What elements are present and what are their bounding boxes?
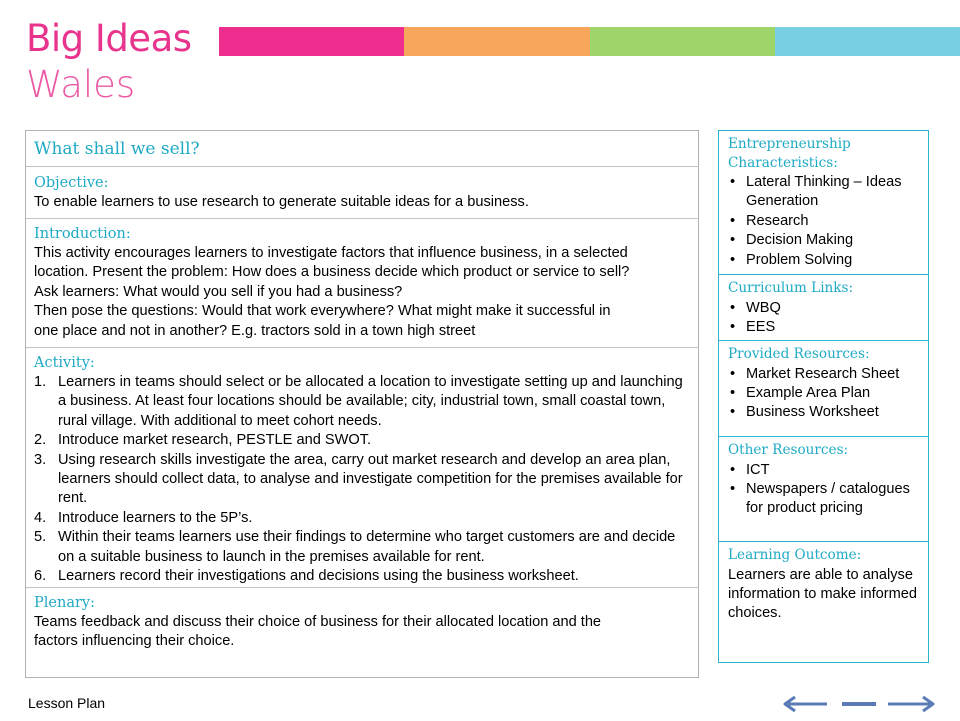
stripe-pink <box>219 27 404 56</box>
provided-resources-list <box>728 365 920 423</box>
activity-number: 4. <box>34 509 47 526</box>
curriculum-list <box>728 299 920 338</box>
introduction-line: This activity encourages learners to investigate factors that influence business, in a selected <box>34 245 628 261</box>
lesson-title: What shall we sell? <box>34 139 200 159</box>
next-button[interactable] <box>886 692 938 716</box>
activity-number: 3. <box>34 451 47 468</box>
provided-resources-section <box>719 341 928 437</box>
lesson-plan-panel <box>25 130 699 678</box>
list-item: • Research <box>728 212 920 231</box>
list-item: • Lateral Thinking – Ideas Generation <box>728 173 920 212</box>
activity-item <box>34 509 690 528</box>
entrepreneurship-subheading: Characteristics: <box>728 154 838 171</box>
list-item: • Example Area Plan <box>728 384 920 403</box>
objective-text: To enable learners to use research to generate suitable ideas for a business. <box>34 194 529 210</box>
activity-item <box>34 373 690 431</box>
list-item: • Decision Making <box>728 231 920 250</box>
plenary-line: factors influencing their choice. <box>34 633 235 650</box>
color-stripes <box>219 27 960 56</box>
activity-number: 2. <box>34 432 47 449</box>
arrow-right-icon <box>886 692 938 716</box>
curriculum-section <box>719 275 928 341</box>
introduction-line: Then pose the questions: Would that work everywhere? What might make it successful in <box>34 303 611 320</box>
introduction-line: location. Present the problem: How does a business decide which product or service to sell? <box>34 264 630 281</box>
introduction-line: one place and not in another? E.g. tractors sold in a town high street <box>34 322 476 339</box>
other-resources-list <box>728 461 920 519</box>
objective-heading: Objective: <box>34 175 109 191</box>
activity-text: Introduce learners to the 5P’s. <box>58 509 253 526</box>
introduction-section <box>26 219 698 348</box>
list-item: • EES <box>728 318 920 337</box>
list-item: • ICT <box>728 461 920 480</box>
logo-line-1: Big Ideas <box>26 17 192 60</box>
prev-button[interactable] <box>780 692 830 716</box>
learning-outcome-text: Learners are able to analyse information to make informed choices. <box>728 566 917 622</box>
plenary-section <box>26 588 698 675</box>
logo-line-2: Wales <box>26 63 136 106</box>
footer-label: Lesson Plan <box>28 695 106 711</box>
introduction-line: Ask learners: What would you sell if you had a business? <box>34 283 403 300</box>
activity-text: Introduce market research, PESTLE and SWOT. <box>58 432 372 449</box>
provided-resources-heading: Provided Resources: <box>728 346 870 362</box>
learning-outcome-section <box>719 542 928 660</box>
list-item: • WBQ <box>728 299 920 318</box>
introduction-heading: Introduction: <box>34 226 131 242</box>
other-resources-section <box>719 437 928 542</box>
dash-icon <box>840 692 878 716</box>
entrepreneurship-section <box>719 131 928 275</box>
stripe-green <box>590 27 775 56</box>
list-item: • Business Worksheet <box>728 403 920 422</box>
activity-number: 6. <box>34 568 47 585</box>
activity-section <box>26 348 698 588</box>
activity-item <box>34 528 690 567</box>
activity-list <box>34 373 690 586</box>
activity-number: 5. <box>34 529 47 546</box>
plenary-heading: Plenary: <box>34 595 95 611</box>
stripe-orange <box>404 27 589 56</box>
activity-item <box>34 451 690 509</box>
activity-text: Learners in teams should select or be allocated a location to investigate setting up and launching a business. At least four locations should be available; city, industrial town, small coastal town, rural village. With additional to meet cohort needs. <box>58 374 683 429</box>
activity-heading: Activity: <box>34 355 95 371</box>
other-resources-heading: Other Resources: <box>728 442 849 458</box>
activity-text: Within their teams learners use their findings to determine who target customers are and decide on a suitable business to launch in the premises available for rent. <box>58 529 676 565</box>
activity-text: Learners record their investigations and decisions using the business worksheet. <box>58 568 579 585</box>
learning-outcome-heading: Learning Outcome: <box>728 547 862 563</box>
list-item: • Problem Solving <box>728 251 920 270</box>
entrepreneurship-heading: Entrepreneurship <box>728 136 851 152</box>
entrepreneurship-list <box>728 173 920 270</box>
curriculum-heading: Curriculum Links: <box>728 280 854 296</box>
list-item: • Newspapers / catalogues for product pricing <box>728 480 920 519</box>
list-item: • Market Research Sheet <box>728 365 920 384</box>
menu-button[interactable] <box>840 692 878 716</box>
arrow-left-icon <box>780 692 830 716</box>
logo <box>26 17 192 106</box>
objective-section <box>26 167 698 219</box>
plenary-line: Teams feedback and discuss their choice of business for their allocated location and the <box>34 614 602 630</box>
activity-item <box>34 567 690 586</box>
activity-item <box>34 431 690 450</box>
sidebar-panel <box>718 130 929 663</box>
title-section <box>26 131 698 167</box>
activity-number: 1. <box>34 374 47 390</box>
activity-text: Using research skills investigate the area, carry out market research and develop an area plan, learners should collect data, to analyse and investigate competition for the premises available for rent. <box>58 451 683 507</box>
stripe-blue <box>775 27 960 56</box>
